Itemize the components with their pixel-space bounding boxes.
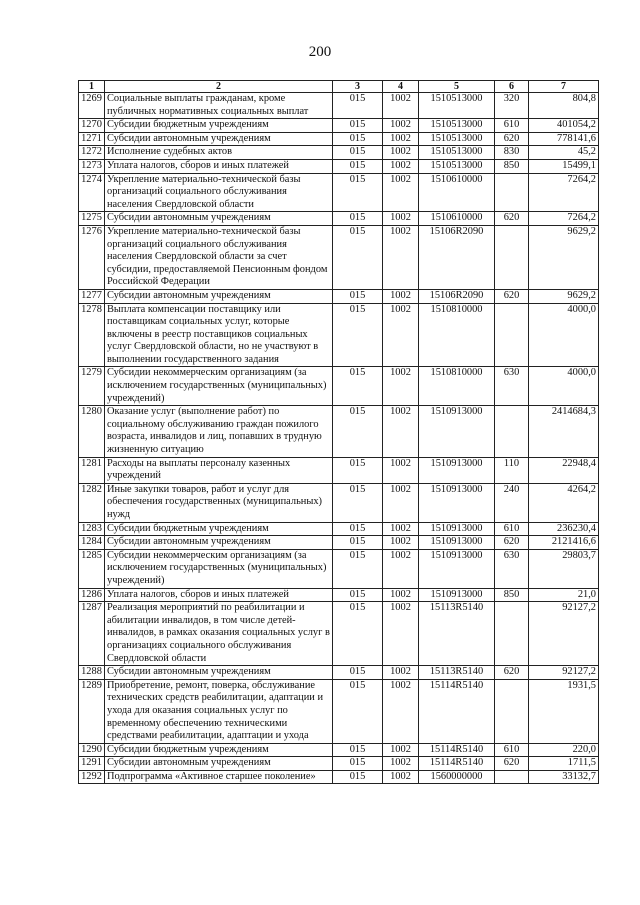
target-item-code: 15114R5140 (419, 679, 495, 743)
expense-type-code: 850 (495, 159, 529, 173)
section-code: 1002 (383, 132, 419, 146)
row-number: 1289 (79, 679, 105, 743)
amount: 45,2 (529, 146, 599, 160)
amount: 15499,1 (529, 159, 599, 173)
row-number: 1273 (79, 159, 105, 173)
section-code: 1002 (383, 757, 419, 771)
expense-type-code (495, 173, 529, 212)
amount: 21,0 (529, 588, 599, 602)
amount: 22948,4 (529, 457, 599, 483)
row-number: 1270 (79, 119, 105, 133)
expense-type-code (495, 602, 529, 666)
row-number: 1269 (79, 93, 105, 119)
target-item-code: 1510913000 (419, 406, 495, 457)
section-code: 1002 (383, 225, 419, 289)
ministry-code: 015 (333, 679, 383, 743)
row-number: 1280 (79, 406, 105, 457)
ministry-code: 015 (333, 666, 383, 680)
row-number: 1290 (79, 743, 105, 757)
expense-name: Субсидии некоммерческим организациям (за исключением государственных (муниципальных) учреждений) (105, 549, 333, 588)
amount: 1931,5 (529, 679, 599, 743)
row-number: 1292 (79, 770, 105, 784)
target-item-code: 15106R2090 (419, 225, 495, 289)
column-header: 2 (105, 81, 333, 93)
table-row (79, 225, 599, 289)
table-row (79, 93, 599, 119)
amount: 804,8 (529, 93, 599, 119)
column-header: 1 (79, 81, 105, 93)
section-code: 1002 (383, 146, 419, 160)
target-item-code: 1510513000 (419, 132, 495, 146)
amount: 4264,2 (529, 483, 599, 522)
expense-type-code: 620 (495, 536, 529, 550)
expense-type-code (495, 303, 529, 367)
table-row (79, 212, 599, 226)
expense-name: Субсидии бюджетным учреждениям (105, 743, 333, 757)
amount: 29803,7 (529, 549, 599, 588)
table-row (79, 666, 599, 680)
column-header: 4 (383, 81, 419, 93)
table-row (79, 132, 599, 146)
section-code: 1002 (383, 119, 419, 133)
target-item-code: 1510513000 (419, 93, 495, 119)
section-code: 1002 (383, 289, 419, 303)
table-row (79, 367, 599, 406)
expense-name: Субсидии некоммерческим организациям (за исключением государственных (муниципальных) учреждений) (105, 367, 333, 406)
expense-name: Иные закупки товаров, работ и услуг для обеспечения государственных (муниципальных) нужд (105, 483, 333, 522)
table-row (79, 770, 599, 784)
target-item-code: 15114R5140 (419, 757, 495, 771)
ministry-code: 015 (333, 119, 383, 133)
section-code: 1002 (383, 483, 419, 522)
table-row (79, 159, 599, 173)
row-number: 1279 (79, 367, 105, 406)
ministry-code: 015 (333, 588, 383, 602)
expense-name: Субсидии автономным учреждениям (105, 212, 333, 226)
row-number: 1277 (79, 289, 105, 303)
expense-type-code: 620 (495, 757, 529, 771)
expense-type-code: 620 (495, 212, 529, 226)
section-code: 1002 (383, 406, 419, 457)
row-number: 1276 (79, 225, 105, 289)
amount: 92127,2 (529, 666, 599, 680)
expense-type-code: 630 (495, 549, 529, 588)
section-code: 1002 (383, 303, 419, 367)
section-code: 1002 (383, 159, 419, 173)
target-item-code: 1510913000 (419, 588, 495, 602)
target-item-code: 15106R2090 (419, 289, 495, 303)
ministry-code: 015 (333, 536, 383, 550)
expense-name: Субсидии бюджетным учреждениям (105, 522, 333, 536)
expense-name: Расходы на выплаты персоналу казенных учреждений (105, 457, 333, 483)
expense-type-code (495, 679, 529, 743)
budget-table (78, 80, 599, 784)
expense-type-code: 830 (495, 146, 529, 160)
table-row (79, 757, 599, 771)
row-number: 1271 (79, 132, 105, 146)
column-header: 5 (419, 81, 495, 93)
target-item-code: 15113R5140 (419, 602, 495, 666)
target-item-code: 1510513000 (419, 119, 495, 133)
section-code: 1002 (383, 770, 419, 784)
expense-type-code: 110 (495, 457, 529, 483)
target-item-code: 1510513000 (419, 146, 495, 160)
section-code: 1002 (383, 666, 419, 680)
table-row (79, 522, 599, 536)
ministry-code: 015 (333, 303, 383, 367)
ministry-code: 015 (333, 212, 383, 226)
row-number: 1275 (79, 212, 105, 226)
target-item-code: 1510913000 (419, 483, 495, 522)
column-header: 6 (495, 81, 529, 93)
expense-type-code: 240 (495, 483, 529, 522)
target-item-code: 1510513000 (419, 159, 495, 173)
table-row (79, 406, 599, 457)
row-number: 1288 (79, 666, 105, 680)
ministry-code: 015 (333, 483, 383, 522)
table-row (79, 588, 599, 602)
header-row (79, 81, 599, 93)
table-row (79, 743, 599, 757)
amount: 9629,2 (529, 289, 599, 303)
column-header: 7 (529, 81, 599, 93)
amount: 778141,6 (529, 132, 599, 146)
table-row (79, 536, 599, 550)
expense-type-code (495, 770, 529, 784)
expense-name: Субсидии автономным учреждениям (105, 536, 333, 550)
section-code: 1002 (383, 588, 419, 602)
amount: 9629,2 (529, 225, 599, 289)
expense-type-code: 610 (495, 743, 529, 757)
expense-name: Уплата налогов, сборов и иных платежей (105, 588, 333, 602)
ministry-code: 015 (333, 93, 383, 119)
ministry-code: 015 (333, 159, 383, 173)
amount: 7264,2 (529, 212, 599, 226)
amount: 92127,2 (529, 602, 599, 666)
row-number: 1287 (79, 602, 105, 666)
table-row (79, 303, 599, 367)
ministry-code: 015 (333, 367, 383, 406)
expense-type-code: 610 (495, 119, 529, 133)
ministry-code: 015 (333, 146, 383, 160)
expense-name: Исполнение судебных актов (105, 146, 333, 160)
table-row (79, 146, 599, 160)
section-code: 1002 (383, 743, 419, 757)
ministry-code: 015 (333, 225, 383, 289)
amount: 4000,0 (529, 367, 599, 406)
page-number: 200 (308, 44, 332, 60)
expense-name: Уплата налогов, сборов и иных платежей (105, 159, 333, 173)
target-item-code: 1560000000 (419, 770, 495, 784)
ministry-code: 015 (333, 549, 383, 588)
row-number: 1283 (79, 522, 105, 536)
table-row (79, 457, 599, 483)
expense-name: Субсидии автономным учреждениям (105, 666, 333, 680)
ministry-code: 015 (333, 132, 383, 146)
ministry-code: 015 (333, 522, 383, 536)
row-number: 1272 (79, 146, 105, 160)
expense-name: Субсидии автономным учреждениям (105, 289, 333, 303)
ministry-code: 015 (333, 173, 383, 212)
target-item-code: 1510610000 (419, 212, 495, 226)
expense-type-code: 850 (495, 588, 529, 602)
target-item-code: 1510610000 (419, 173, 495, 212)
ministry-code: 015 (333, 770, 383, 784)
expense-name: Субсидии автономным учреждениям (105, 757, 333, 771)
amount: 33132,7 (529, 770, 599, 784)
table-row (79, 173, 599, 212)
expense-type-code (495, 406, 529, 457)
section-code: 1002 (383, 212, 419, 226)
amount: 220,0 (529, 743, 599, 757)
section-code: 1002 (383, 93, 419, 119)
section-code: 1002 (383, 549, 419, 588)
target-item-code: 15114R5140 (419, 743, 495, 757)
row-number: 1286 (79, 588, 105, 602)
row-number: 1281 (79, 457, 105, 483)
row-number: 1274 (79, 173, 105, 212)
ministry-code: 015 (333, 743, 383, 757)
ministry-code: 015 (333, 406, 383, 457)
section-code: 1002 (383, 367, 419, 406)
target-item-code: 1510810000 (419, 367, 495, 406)
expense-name: Укрепление материально-технической базы организаций социального обслуживания населения Свердловской области (105, 173, 333, 212)
amount: 401054,2 (529, 119, 599, 133)
amount: 2121416,6 (529, 536, 599, 550)
amount: 2414684,3 (529, 406, 599, 457)
column-header: 3 (333, 81, 383, 93)
section-code: 1002 (383, 522, 419, 536)
target-item-code: 1510913000 (419, 522, 495, 536)
amount: 236230,4 (529, 522, 599, 536)
table-row (79, 483, 599, 522)
section-code: 1002 (383, 173, 419, 212)
expense-type-code: 620 (495, 289, 529, 303)
row-number: 1278 (79, 303, 105, 367)
table-row (79, 679, 599, 743)
ministry-code: 015 (333, 457, 383, 483)
expense-name: Реализация мероприятий по реабилитации и абилитации инвалидов, в том числе детей-инвалидов, в рамках оказания социальных услуг в организациях социального обслуживания Свердловской области (105, 602, 333, 666)
row-number: 1285 (79, 549, 105, 588)
target-item-code: 1510913000 (419, 457, 495, 483)
expense-name: Подпрограмма «Активное старшее поколение» (105, 770, 333, 784)
ministry-code: 015 (333, 602, 383, 666)
section-code: 1002 (383, 679, 419, 743)
ministry-code: 015 (333, 289, 383, 303)
table-row (79, 602, 599, 666)
expense-name: Оказание услуг (выполнение работ) по социальному обслуживанию граждан пожилого возраста, инвалидов и лиц, попавших в трудную жизненную ситуацию (105, 406, 333, 457)
ministry-code: 015 (333, 757, 383, 771)
expense-name: Приобретение, ремонт, поверка, обслуживание технических средств реабилитации, адаптации и ухода для оказания социальных услуг по временному обеспечению техническими средствами реабилитации, адаптации и ухода (105, 679, 333, 743)
target-item-code: 1510810000 (419, 303, 495, 367)
table-row (79, 119, 599, 133)
section-code: 1002 (383, 536, 419, 550)
expense-type-code: 630 (495, 367, 529, 406)
row-number: 1284 (79, 536, 105, 550)
expense-name: Субсидии автономным учреждениям (105, 132, 333, 146)
row-number: 1291 (79, 757, 105, 771)
target-item-code: 1510913000 (419, 536, 495, 550)
target-item-code: 15113R5140 (419, 666, 495, 680)
expense-name: Выплата компенсации поставщику или поставщикам социальных услуг, которые включены в реестр поставщиков социальных услуг Свердловской области, но не участвуют в выполнении государственного задания (105, 303, 333, 367)
section-code: 1002 (383, 457, 419, 483)
expense-type-code: 620 (495, 132, 529, 146)
expense-type-code (495, 225, 529, 289)
expense-name: Укрепление материально-технической базы организаций социального обслуживания населения Свердловской области за счет субсидии, предоставляемой Пенсионным фондом Российской Федерации (105, 225, 333, 289)
expense-name: Субсидии бюджетным учреждениям (105, 119, 333, 133)
expense-type-code: 610 (495, 522, 529, 536)
table-row (79, 289, 599, 303)
expense-type-code: 320 (495, 93, 529, 119)
amount: 7264,2 (529, 173, 599, 212)
table-row (79, 549, 599, 588)
target-item-code: 1510913000 (419, 549, 495, 588)
section-code: 1002 (383, 602, 419, 666)
expense-type-code: 620 (495, 666, 529, 680)
expense-name: Социальные выплаты гражданам, кроме публичных нормативных социальных выплат (105, 93, 333, 119)
row-number: 1282 (79, 483, 105, 522)
amount: 4000,0 (529, 303, 599, 367)
amount: 1711,5 (529, 757, 599, 771)
